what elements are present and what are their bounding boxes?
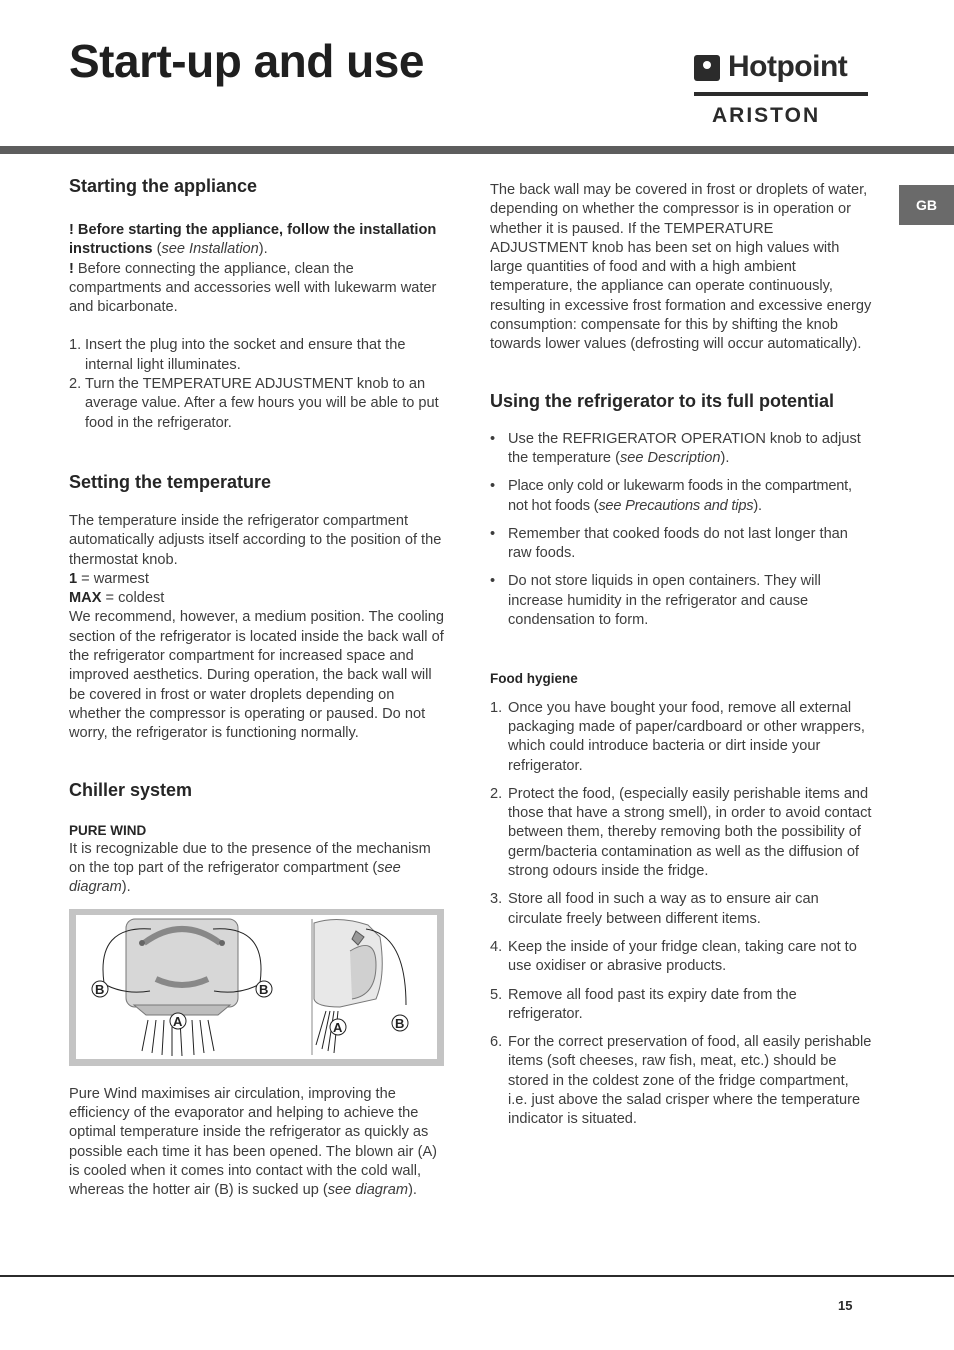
- diagram-label-b-side: B: [395, 1015, 405, 1031]
- chiller-intro: It is recognizable due to the presence of the mechanism on the top part of the refrigerator compartment (see diagram).: [69, 840, 431, 896]
- list-item: 1. Insert the plug into the socket and ensure that the internal light illuminates.: [69, 337, 406, 373]
- list-item: • Place only cold or lukewarm foods in the compartment, not hot foods (see Precautions and tips).: [490, 478, 852, 514]
- list-item: 5. Remove all food past its expiry date from the refrigerator.: [490, 986, 797, 1022]
- footer-rule: [0, 1275, 954, 1277]
- diagram-label-a-left: A: [173, 1013, 183, 1029]
- header-bar: [0, 146, 954, 154]
- list-item: 2. Turn the TEMPERATURE ADJUSTMENT knob to an average value. After a few hours you will be able to put food in the refrigerator.: [69, 376, 439, 431]
- page-title: Start-up and use: [69, 35, 424, 87]
- left-column: [69, 176, 449, 1201]
- list-item: • Remember that cooked foods do not last longer than raw foods.: [490, 525, 848, 562]
- list-item: 1. Once you have bought your food, remove all external packaging made of paper/cardboard or other wrappers, which could introduce bacteria or dirt inside your refrigerator.: [490, 699, 865, 774]
- hygiene-heading: Food hygiene: [490, 671, 578, 687]
- starting-heading: Starting the appliance: [69, 176, 258, 196]
- list-item: 3. Store all food in such a way as to ensure air can circulate freely between different items.: [490, 891, 819, 927]
- backwall-text: The back wall may be covered in frost or droplets of water, depending on whether the compressor is in operation or whether it is paused. If the TEMPERATURE ADJUSTMENT knob has been set on high values with large quantities of food and with a high ambient temperature, the appliance can operate continuously, resulting in excessive frost formation and excessive energy consumption: compensate for this by shifting the knob towards lower values (defrosting will occur automatically).: [490, 182, 872, 353]
- right-column: [490, 181, 872, 1139]
- list-item: • Use the REFRIGERATOR OPERATION knob to adjust the temperature (see Description).: [490, 430, 861, 466]
- temperature-warmest: 1 = warmest: [69, 570, 149, 587]
- hotpoint-logo-icon: [694, 55, 720, 81]
- brand-name: Hotpoint: [728, 50, 848, 83]
- brand-logo: [694, 52, 868, 126]
- page-number: 15: [838, 1298, 853, 1313]
- temperature-body: We recommend, however, a medium position. The cooling section of the refrigerator is located inside the back wall of the refrigerator compartment for increased space and improved aesthetics. During operation, the back wall will be covered in frost or water droplets depending on whether the compressor is operating or paused. Do not worry, the refrigerator is functioning normally.: [69, 609, 445, 742]
- starting-warning-1: ! Before starting the appliance, follow the installation instructions (see Installation).: [69, 222, 437, 258]
- temperature-intro: The temperature inside the refrigerator compartment automatically adjusts itself according to the position of the thermostat knob.: [69, 512, 442, 568]
- temperature-heading: Setting the temperature: [69, 471, 272, 492]
- starting-warning-2: ! Before connecting the appliance, clean the compartments and accessories well with lukewarm water and bicarbonate.: [69, 260, 437, 316]
- potential-heading: Using the refrigerator to its full potential: [490, 390, 835, 411]
- diagram-label-a-right: A: [333, 1019, 343, 1035]
- brand-subname: ARISTON: [712, 104, 821, 127]
- list-item: 2. Protect the food, (especially easily perishable items and those that have a strong smell), in order to avoid contact between them, thereby removing both the possibility of germ/bacteria contamination as well as the diffusion of strong odours inside the fridge.: [490, 785, 872, 880]
- potential-bullets: [490, 430, 872, 631]
- brand-divider: [694, 92, 868, 96]
- chiller-heading: Chiller system: [69, 779, 193, 800]
- language-tab: GB: [899, 185, 954, 225]
- list-item: • Do not store liquids in open containers. They will increase humidity in the refrigerator and cause condensation to form.: [490, 573, 821, 629]
- list-item: 4. Keep the inside of your fridge clean, taking care not to use oxidiser or abrasive products.: [490, 938, 857, 975]
- chiller-subheading: PURE WIND: [69, 822, 147, 838]
- list-item: 6. For the correct preservation of food, all easily perishable items (soft cheeses, raw fish, meat, etc.) should be stored in the coldest zone of the fridge compartment, i.e. just above the salad crisper where the temperature indicator is situated.: [490, 1034, 872, 1128]
- starting-steps: [69, 336, 449, 432]
- temperature-coldest: MAX = coldest: [69, 590, 165, 607]
- diagram-label-b-right: B: [259, 981, 269, 997]
- hygiene-list: [490, 699, 872, 1130]
- diagram-label-b-left: B: [95, 981, 105, 997]
- pure-wind-illustration: [76, 915, 437, 1059]
- pure-wind-diagram: [69, 909, 444, 1066]
- chiller-outro: Pure Wind maximises air circulation, improving the efficiency of the evaporator and helping to achieve the optimal temperature inside the refrigerator as quickly as possible each time it has been opened. The blown air (A) is cooled when it comes into contact with the cold wall, whereas the hotter air (B) is sucked up (see diagram).: [69, 1085, 438, 1199]
